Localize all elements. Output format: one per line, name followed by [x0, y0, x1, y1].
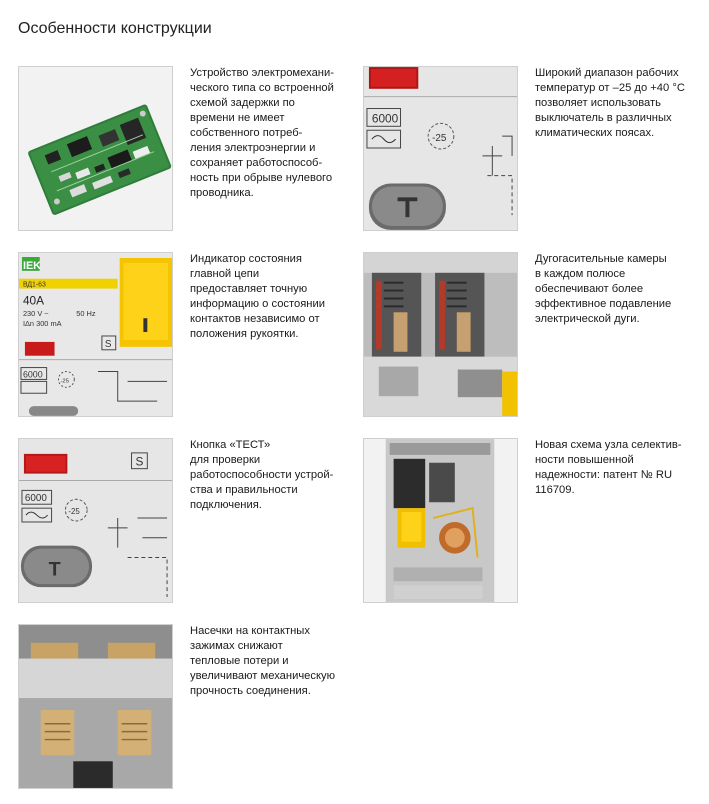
arc-chambers-image [363, 252, 518, 417]
feature-text-state-indicator: Индикатор состояния главной цепи предоставляет точную информацию о состоянии контактов независимо от положения рукоятки. [190, 253, 325, 340]
voltage-label: 230 V ~ [22, 309, 49, 319]
test-button-image [18, 438, 173, 603]
feature-text-arc-chambers: Дугогасительные камеры в каждом полюсе обеспечивают более эффективное подавление электрической дуги. [535, 253, 672, 325]
test-button-mark: T [48, 558, 61, 581]
capacity-label: 6000 [371, 111, 399, 126]
feature-text-terminal-notches: Насечки на контактных зажимах снижают тепловые потери и увеличивают механическую прочность соединения. [190, 625, 335, 697]
feature-text-electronic-delay: Устройство электромехани- ческого типа со встроенной схемой задержки по времени не имеет собственного потреб- ления электроэнергии и сохраняет работоспособ- ность при обрыве нулевого проводника. [190, 67, 334, 199]
terminal-notches-image [18, 624, 173, 789]
temperature-label: -25 [68, 507, 80, 517]
iek-label-image [18, 252, 173, 417]
selective-mark: S [135, 454, 144, 469]
model-label: ВД1-63 [22, 281, 46, 289]
page-title: Особенности конструкции [18, 20, 212, 37]
pcb-image [18, 66, 173, 231]
frequency-label: 50 Hz [76, 309, 96, 319]
rating-label: 40A [22, 293, 44, 308]
capacity-label: 6000 [22, 369, 43, 380]
temperature-label: -25 [60, 378, 70, 385]
temperature-image [363, 66, 518, 231]
leakage-label: IΔn 300 mA [22, 319, 62, 329]
temperature-label: -25 [432, 133, 447, 145]
feature-text-test-button: Кнопка «ТЕСТ» для проверки работоспособности устрой- ства и правильности подключения. [190, 439, 334, 511]
brand-label: IEK [22, 259, 42, 272]
feature-text-temperature-range: Широкий диапазон рабочих температур от –25 до +40 °С позволяет использовать выключатель в различных климатических поясах. [535, 67, 685, 139]
selective-unit-image [363, 438, 518, 603]
capacity-label: 6000 [24, 493, 47, 505]
selective-mark: S [104, 338, 112, 350]
feature-text-selective-unit: Новая схема узла селектив- ности повышенной надежности: патент № RU 116709. [535, 439, 682, 496]
